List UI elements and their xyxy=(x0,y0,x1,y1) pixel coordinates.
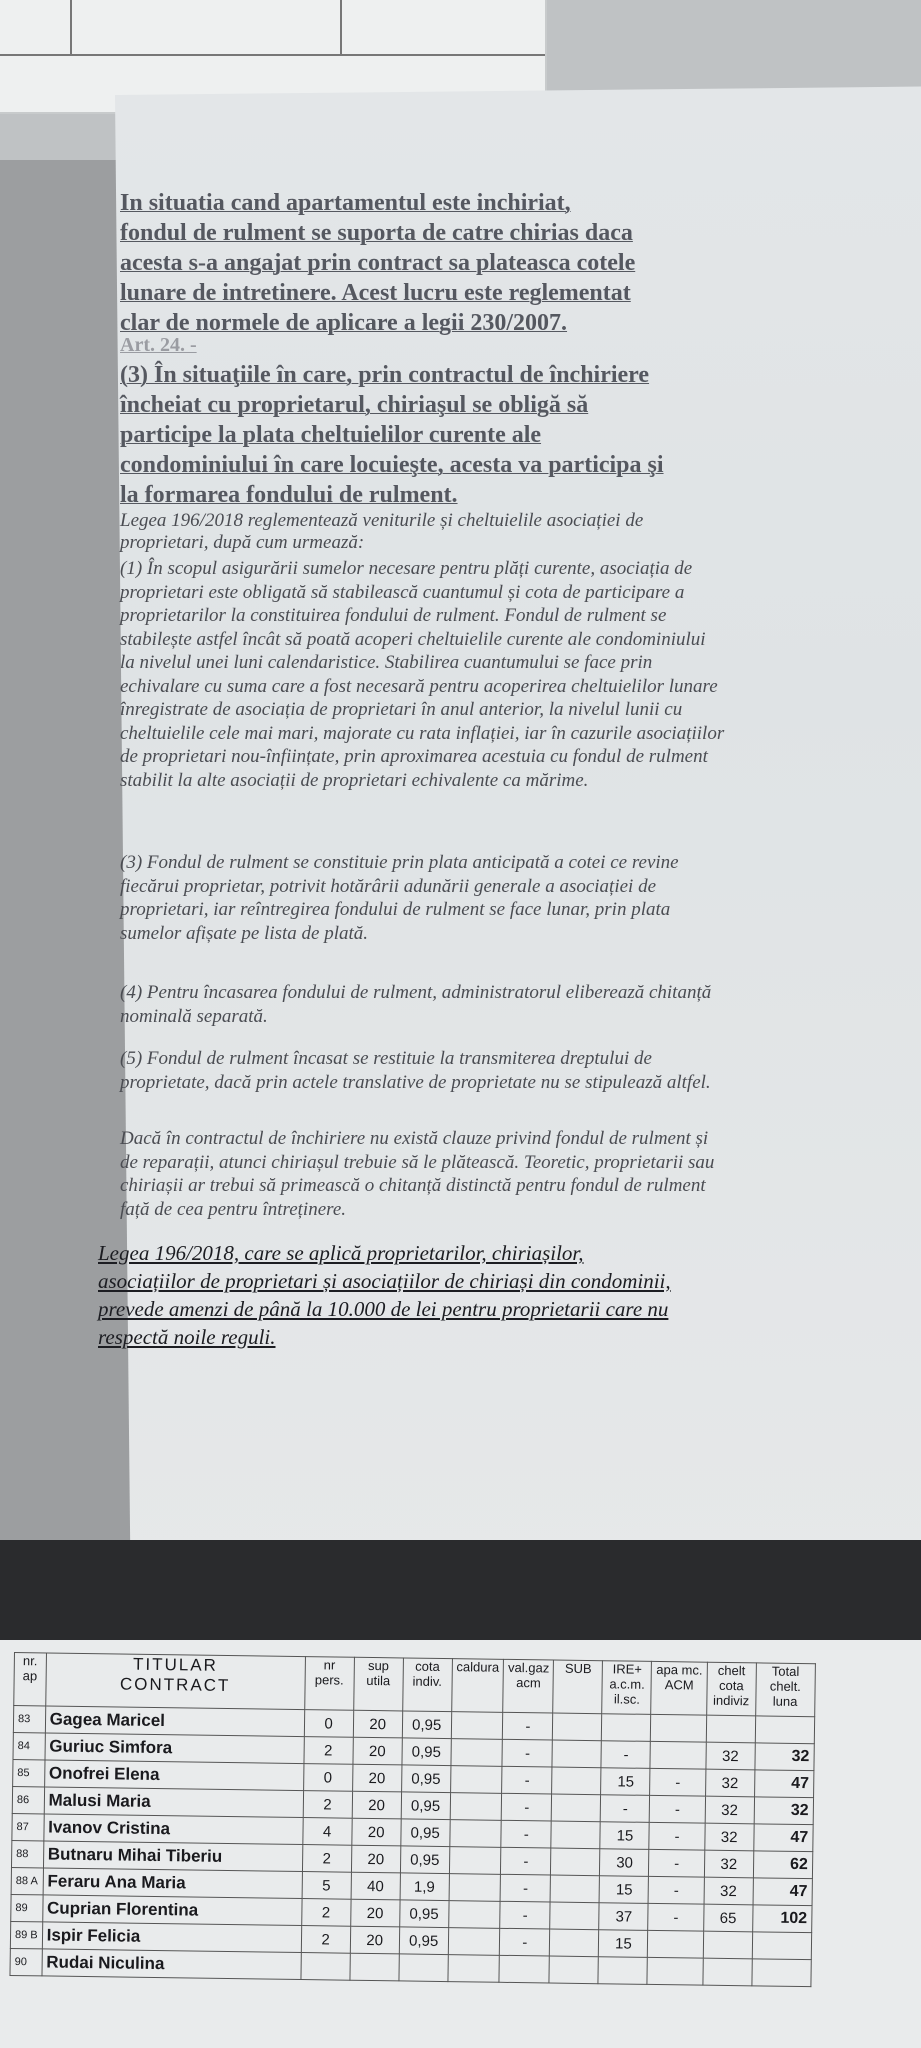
cell-chelt xyxy=(706,1715,755,1743)
p1-line: stabilește astfel încât să poată acoperi cheltuielile curente ale condominiului xyxy=(120,628,706,650)
cell-cota: 0,95 xyxy=(400,1846,449,1874)
cell-caldura xyxy=(450,1766,502,1794)
cell-chelt xyxy=(703,1931,752,1959)
cell-chelt: 65 xyxy=(703,1904,752,1932)
cell-cota: 1,9 xyxy=(400,1873,449,1901)
cell-caldura xyxy=(448,1901,500,1929)
header-sub: SUB xyxy=(553,1660,603,1714)
header-pers: nr pers. xyxy=(304,1657,354,1711)
cell-ire: 15 xyxy=(600,1876,649,1904)
cell-pers: 2 xyxy=(301,1899,350,1927)
lawintro-line: proprietari, după cum urmează: xyxy=(120,532,365,553)
cell-chelt: 32 xyxy=(705,1796,754,1824)
cell-valgaz: - xyxy=(500,1928,551,1956)
table-body xyxy=(10,1706,814,1987)
cell-sup: 40 xyxy=(351,1872,400,1900)
p5-line: (5) Fondul de rulment încasat se restituie la transmiterea dreptului de xyxy=(120,1048,652,1069)
cell-sub xyxy=(551,1848,600,1876)
cell-name: Ispir Felicia xyxy=(42,1922,301,1953)
p1-line: de proprietari nou-înființate, prin aproximarea acestuia cu fondul de rulment xyxy=(120,746,708,767)
cell-caldura xyxy=(451,1739,503,1767)
cell-valgaz: - xyxy=(502,1766,553,1794)
cell-pers: 0 xyxy=(304,1710,353,1738)
header-cota: cota indiv. xyxy=(402,1658,452,1712)
final-line: prevede amenzi de până la 10.000 de lei pentru proprietarii care nu xyxy=(98,1297,669,1321)
final-line: respectă noile reguli. xyxy=(98,1325,276,1349)
cell-cota: 0,95 xyxy=(402,1738,451,1766)
p6-line: față de cea pentru întreținere. xyxy=(120,1198,347,1220)
art-line: încheiat cu proprietarul, chiriaşul se obligă să xyxy=(120,392,589,418)
cell-name: Butnaru Mihai Tiberiu xyxy=(43,1841,302,1872)
cell-caldura xyxy=(448,1955,500,1983)
intro-line: In situatia cand apartamentul este inchiriat, xyxy=(120,190,571,216)
cell-ire xyxy=(598,1957,647,1985)
header-total: Total chelt. luna xyxy=(755,1663,815,1717)
cell-valgaz: - xyxy=(500,1874,551,1902)
p6-line: Dacă în contractul de închiriere nu există clauze privind fondul de rulment și xyxy=(120,1128,709,1149)
cell-sup xyxy=(350,1953,399,1981)
grid-line xyxy=(70,0,72,56)
cell-apa xyxy=(651,1714,707,1742)
p6-line: de reparații, atunci chiriașul trebuie să le plătească. Teoretic, proprietarii sau xyxy=(120,1151,715,1173)
cell-total: 47 xyxy=(754,1770,813,1798)
header-titular: TITULAR CONTRACT xyxy=(45,1653,305,1710)
intro-line: clar de normele de aplicare a legii 230/2007. xyxy=(120,310,568,336)
cell-valgaz: - xyxy=(500,1901,551,1929)
cell-sub xyxy=(551,1875,600,1903)
cell-chelt: 32 xyxy=(704,1877,753,1905)
final-line: asociațiilor de proprietari și asociațiilor de chiriași din condominii, xyxy=(98,1269,671,1293)
cell-name: Cuprian Florentina xyxy=(42,1895,301,1926)
p4-line: nominală separată. xyxy=(120,1005,268,1027)
cell-name: Feraru Ana Maria xyxy=(43,1868,302,1899)
header-caldura: caldura xyxy=(451,1659,503,1713)
p1-line: proprietarilor la constituirea fondului de rulment. Fondul de rulment se xyxy=(120,605,667,626)
p3-line: (3) Fondul de rulment se constituie prin plata anticipată a cotei ce revine xyxy=(120,852,679,873)
cell-ire: 15 xyxy=(601,1768,650,1796)
cell-cota: 0,95 xyxy=(399,1927,448,1955)
cell-pers: 0 xyxy=(303,1764,352,1792)
cell-apa: - xyxy=(649,1822,705,1850)
p1-line: stabilit la alte asociații de proprietari echivalente ca mărime. xyxy=(120,769,589,791)
cell-sub xyxy=(552,1767,601,1795)
cell-cota xyxy=(399,1954,448,1982)
p1-line: (1) În scopul asigurării sumelor necesare pentru plăți curente, asociația de xyxy=(120,558,693,579)
cell-apa xyxy=(650,1741,706,1769)
cell-sub xyxy=(550,1929,599,1957)
cell-cota: 0,95 xyxy=(400,1819,449,1847)
cell-pers: 2 xyxy=(303,1791,352,1819)
art-line: la formarea fondului de rulment. xyxy=(120,482,458,508)
cell-sub xyxy=(550,1902,599,1930)
cell-ire: 15 xyxy=(599,1930,648,1958)
p3-line: sumelor afișate pe lista de plată. xyxy=(120,922,369,944)
cell-nr: 88 A xyxy=(11,1867,43,1894)
header-nr: nr. ap xyxy=(14,1653,46,1706)
header-chelt: chelt cota indiviz xyxy=(706,1662,756,1716)
cell-total xyxy=(755,1716,814,1744)
payment-table xyxy=(9,1652,815,1987)
cell-ire: 37 xyxy=(599,1903,648,1931)
cell-sub xyxy=(552,1740,601,1768)
cell-cota: 0,95 xyxy=(399,1900,448,1928)
cell-apa xyxy=(648,1930,704,1958)
cell-cota: 0,95 xyxy=(402,1711,451,1739)
cell-apa: - xyxy=(650,1768,706,1796)
final-line: Legea 196/2018, care se aplică proprietarilor, chiriașilor, xyxy=(98,1241,584,1265)
cell-total: 47 xyxy=(754,1824,813,1852)
cell-sub xyxy=(551,1821,600,1849)
cell-sup: 20 xyxy=(353,1737,402,1765)
cell-sup: 20 xyxy=(350,1899,399,1927)
cell-ire: 15 xyxy=(600,1822,649,1850)
cell-valgaz: - xyxy=(503,1712,554,1740)
p1-line: cheltuielile cele mai mari, majorate cu rata inflației, iar în cazurile asociațiilor xyxy=(120,722,725,744)
cell-sup: 20 xyxy=(353,1710,402,1738)
cell-total: 47 xyxy=(753,1878,812,1906)
cell-chelt xyxy=(703,1958,752,1986)
cell-name: Guriuc Simfora xyxy=(45,1733,304,1764)
cell-valgaz: - xyxy=(501,1820,552,1848)
cell-nr: 89 B xyxy=(10,1921,42,1948)
cell-nr: 83 xyxy=(13,1706,45,1733)
header-valgaz: val.gaz acm xyxy=(503,1659,554,1713)
p3-line: fiecărui proprietar, potrivit hotărârii adunării generale a asociației de xyxy=(120,875,657,897)
header-ire: IRE+ a.c.m. il.sc. xyxy=(602,1661,652,1715)
cell-sup: 20 xyxy=(351,1818,400,1846)
art-line: (3) În situaţiile în care, prin contractul de închiriere xyxy=(120,362,650,388)
cell-sup: 20 xyxy=(352,1791,401,1819)
cell-nr: 88 xyxy=(11,1840,43,1867)
cell-valgaz xyxy=(499,1955,550,1983)
p3-line: proprietari, iar reîntregirea fondului de rulment se face lunar, prin plata xyxy=(120,899,671,920)
cell-pers: 2 xyxy=(301,1926,350,1954)
cell-sup: 20 xyxy=(350,1926,399,1954)
cell-apa: - xyxy=(650,1795,706,1823)
cell-total xyxy=(752,1932,811,1960)
cell-name: Ivanov Cristina xyxy=(44,1814,303,1845)
cell-name: Rudai Niculina xyxy=(42,1949,301,1980)
art-line: participe la plata cheltuielilor curente ale xyxy=(120,422,542,448)
lawintro-line: Legea 196/2018 reglementează veniturile și cheltuielile asociației de xyxy=(120,510,644,531)
cell-pers: 2 xyxy=(304,1737,353,1765)
p1-line: echivalare cu suma care a fost necesară pentru acoperirea cheltuielilor lunare xyxy=(120,675,718,697)
cell-chelt: 32 xyxy=(705,1823,754,1851)
cell-caldura xyxy=(449,1820,501,1848)
cell-chelt: 32 xyxy=(704,1850,753,1878)
cell-ire: - xyxy=(601,1741,650,1769)
p5-line: proprietate, dacă prin actele translative de proprietate nu se stipulează altfel. xyxy=(120,1071,711,1093)
cell-nr: 84 xyxy=(13,1732,45,1759)
cell-pers: 2 xyxy=(302,1845,351,1873)
cell-name: Onofrei Elena xyxy=(44,1760,303,1791)
p6-line: chiriașii ar trebui să primească o chitanță distinctă pentru fondul de rulment xyxy=(120,1175,706,1196)
cell-apa: - xyxy=(649,1876,705,1904)
cell-sup: 20 xyxy=(352,1764,401,1792)
cell-pers xyxy=(301,1953,350,1981)
cell-nr: 89 xyxy=(11,1894,43,1921)
article-reference: Art. 24. - xyxy=(120,334,197,356)
cell-pers: 5 xyxy=(302,1872,351,1900)
cell-sub xyxy=(549,1956,598,1984)
grid-line xyxy=(0,54,545,56)
cell-apa xyxy=(647,1957,703,1985)
cell-name: Gagea Maricel xyxy=(45,1706,304,1737)
intro-line: lunare de intretinere. Acest lucru este reglementat xyxy=(120,280,631,306)
cell-caldura xyxy=(450,1793,502,1821)
cell-cota: 0,95 xyxy=(401,1792,450,1820)
cell-caldura xyxy=(451,1712,503,1740)
grid-line xyxy=(340,0,342,56)
cell-ire: - xyxy=(601,1795,650,1823)
cell-nr: 87 xyxy=(12,1813,44,1840)
cell-chelt: 32 xyxy=(705,1769,754,1797)
cell-valgaz: - xyxy=(501,1847,552,1875)
header-sup: sup utila xyxy=(353,1657,403,1711)
cell-caldura xyxy=(448,1928,500,1956)
art-line: condominiului în care locuieşte, acesta va participa şi xyxy=(120,452,664,478)
cell-chelt: 32 xyxy=(706,1742,755,1770)
cell-total: 62 xyxy=(753,1851,812,1879)
cell-apa: - xyxy=(648,1903,704,1931)
cell-valgaz: - xyxy=(501,1793,552,1821)
cell-nr: 85 xyxy=(13,1759,45,1786)
intro-line: fondul de rulment se suporta de catre chirias daca xyxy=(120,220,633,246)
p1-line: înregistrate de asociația de proprietari în anul anterior, la nivelul lunii cu xyxy=(120,699,683,720)
cell-valgaz: - xyxy=(502,1739,553,1767)
p1-line: proprietari este obligată să stabilească cuantumul și cota de participare a xyxy=(120,581,685,603)
p4-line: (4) Pentru încasarea fondului de rulment, administratorul eliberează chitanță xyxy=(120,982,712,1003)
cell-nr: 86 xyxy=(12,1786,44,1813)
intro-line: acesta s-a angajat prin contract sa plateasca cotele xyxy=(120,250,636,276)
cell-ire xyxy=(602,1714,651,1742)
cell-nr: 90 xyxy=(10,1948,42,1975)
cell-total xyxy=(752,1959,811,1987)
cell-caldura xyxy=(449,1847,501,1875)
p1-line: la nivelul unei luni calendaristice. Stabilirea cuantumului se face prin xyxy=(120,652,653,673)
cell-name: Malusi Maria xyxy=(44,1787,303,1818)
cell-total: 32 xyxy=(755,1743,814,1771)
cell-cota: 0,95 xyxy=(401,1765,450,1793)
cell-sub xyxy=(553,1713,602,1741)
cell-total: 32 xyxy=(754,1797,813,1825)
cell-pers: 4 xyxy=(302,1818,351,1846)
cell-sup: 20 xyxy=(351,1845,400,1873)
cell-total: 102 xyxy=(752,1905,811,1933)
cell-apa: - xyxy=(649,1849,705,1877)
cell-caldura xyxy=(449,1874,501,1902)
cell-sub xyxy=(552,1794,601,1822)
cell-ire: 30 xyxy=(600,1849,649,1877)
header-apa: apa mc. ACM xyxy=(651,1661,707,1715)
